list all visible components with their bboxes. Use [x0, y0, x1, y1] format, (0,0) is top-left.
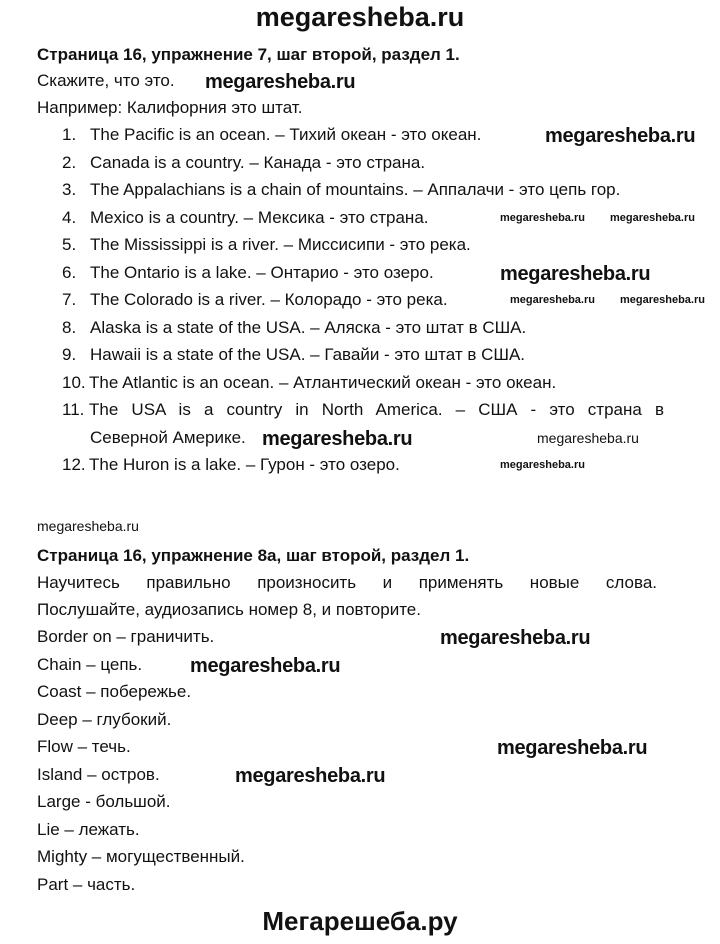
item-number: 10. [62, 373, 86, 392]
list-item: The Appalachians is a chain of mountains. – Аппалачи - это цепь гор. [90, 180, 621, 199]
vocab-item: Part – часть. [37, 875, 136, 894]
watermark: megaresheba.ru [510, 294, 595, 306]
list-item: Alaska is a state of the USA. – Аляска - это штат в США. [90, 318, 527, 337]
list-item: The Pacific is an ocean. – Тихий океан - это океан. [90, 125, 482, 144]
item-number: 4. [62, 208, 77, 227]
vocab-item: Chain – цепь. [37, 655, 143, 674]
section2-instruction: Послушайте, аудиозапись номер 8, и повторите. [37, 600, 421, 619]
section2-heading: Страница 16, упражнение 8а, шаг второй, раздел 1. [37, 546, 470, 565]
vocab-item: Island – остров. [37, 765, 160, 784]
watermark: megaresheba.ru [500, 459, 585, 471]
vocab-item: Coast – побережье. [37, 682, 192, 701]
watermark: megaresheba.ru [205, 71, 356, 93]
section2-instruction: Научитесь правильно произносить и применять новые слова. [37, 573, 657, 592]
watermark: megaresheba.ru [190, 655, 341, 677]
list-item: The Huron is a lake. – Гурон - это озеро. [89, 455, 400, 474]
section1-heading: Страница 16, упражнение 7, шаг второй, раздел 1. [37, 45, 460, 64]
list-item: Mexico is a country. – Мексика - это страна. [90, 208, 429, 227]
watermark: megaresheba.ru [440, 627, 591, 649]
item-number: 11. [62, 400, 85, 419]
vocab-item: Flow – течь. [37, 737, 131, 756]
watermark: megaresheba.ru [500, 212, 585, 224]
item-number: 8. [62, 318, 77, 337]
item-number: 7. [62, 290, 77, 309]
list-item: Hawaii is a state of the USA. – Гавайи - это штат в США. [90, 345, 526, 364]
list-item: The Colorado is a river. – Колорадо - это река. [90, 290, 448, 309]
vocab-item: Large - большой. [37, 792, 171, 811]
section1-instruction: Скажите, что это. [37, 71, 175, 90]
item-number: 3. [62, 180, 77, 199]
vocab-item: Lie – лежать. [37, 820, 140, 839]
item-number: 5. [62, 235, 77, 254]
watermark: megaresheba.ru [497, 737, 648, 759]
list-item: The Atlantic is an ocean. – Атлантический океан - это океан. [89, 373, 557, 392]
vocab-item: Border on – граничить. [37, 627, 215, 646]
item-number: 6. [62, 263, 77, 282]
list-item: The Ontario is a lake. – Онтарио - это озеро. [90, 263, 434, 282]
watermark: megaresheba.ru [37, 518, 139, 534]
section1-example: Например: Калифорния это штат. [37, 98, 303, 117]
list-item: The Mississippi is a river. – Миссисипи - это река. [90, 235, 471, 254]
list-item: Canada is a country. – Канада - это страна. [90, 153, 426, 172]
item-number: 1. [62, 125, 77, 144]
footer-title: Мегарешеба.ру [262, 906, 458, 936]
item-number: 2. [62, 153, 77, 172]
watermark: megaresheba.ru [620, 294, 705, 306]
list-item: The USA is a country in North America. – США - это страна в [89, 400, 664, 419]
watermark: megaresheba.ru [500, 263, 651, 285]
watermark: megaresheba.ru [235, 765, 386, 787]
item-number: 9. [62, 345, 77, 364]
watermark: megaresheba.ru [545, 125, 696, 147]
site-title: megaresheba.ru [255, 2, 465, 32]
watermark: megaresheba.ru [610, 212, 695, 224]
watermark: megaresheba.ru [537, 430, 639, 446]
item-number: 12. [62, 455, 86, 474]
vocab-item: Mighty – могущественный. [37, 847, 245, 866]
watermark: megaresheba.ru [262, 428, 413, 450]
vocab-item: Deep – глубокий. [37, 710, 172, 729]
list-item-continuation: Северной Америке. [90, 428, 246, 447]
